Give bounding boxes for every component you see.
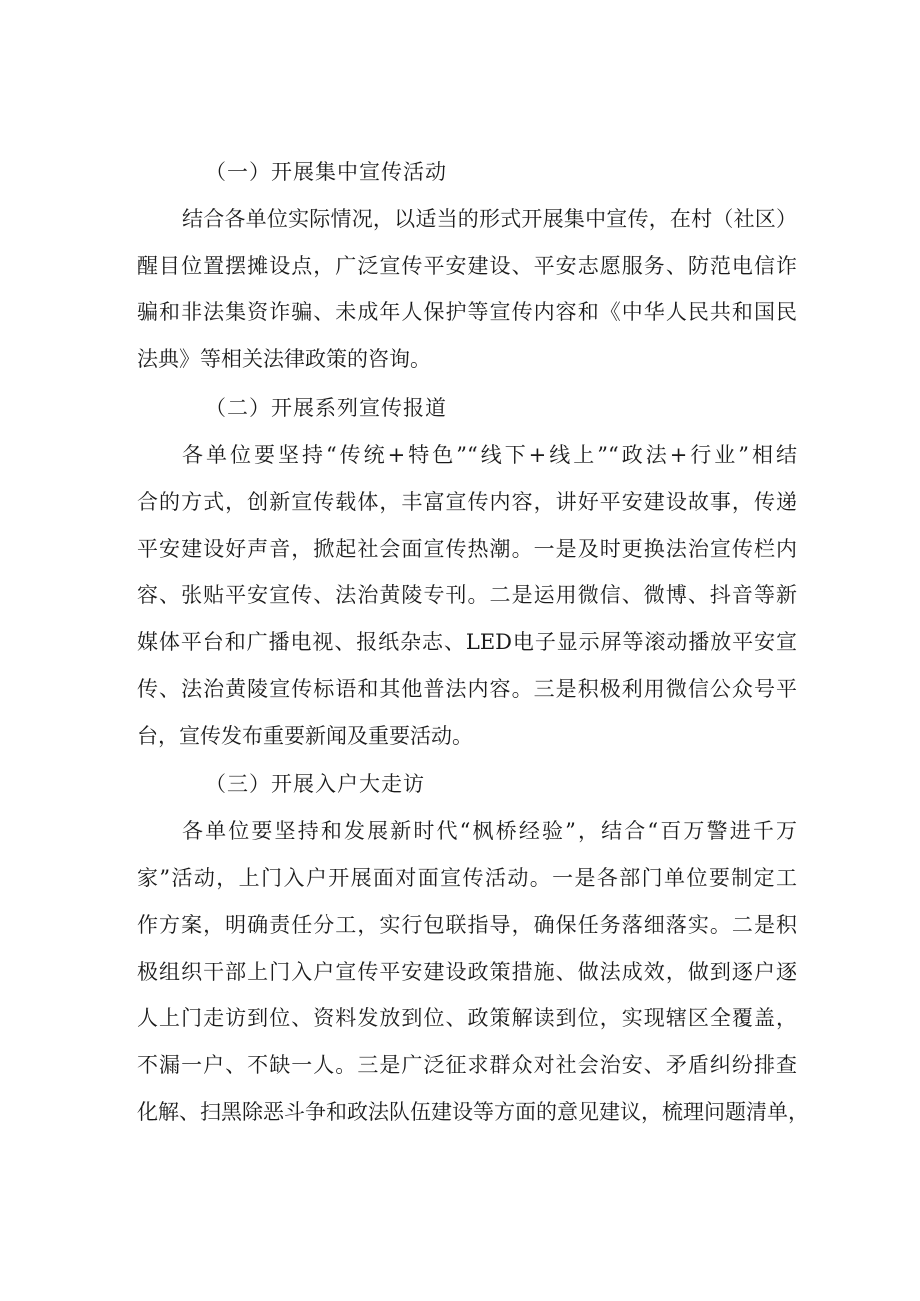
paragraph-line: 媒体平台和广播电视、报纸杂志、LED电子显示屏等滚动播放平安宣 — [137, 630, 797, 654]
paragraph-line: 家”活动，上门入户开展面对面宣传活动。一是各部门单位要制定工 — [137, 866, 797, 890]
section-heading-2: （二）开展系列宣传报道 — [205, 396, 447, 420]
paragraph-line: 醒目位置摆摊设点，广泛宣传平安建设、平安志愿服务、防范电信诈 — [137, 254, 797, 278]
paragraph-line: 人上门走访到位、资料发放到位、政策解读到位，实现辖区全覆盖， — [137, 1006, 797, 1030]
paragraph-line: 结合各单位实际情况，以适当的形式开展集中宣传，在村（社区） — [182, 207, 797, 231]
paragraph-line: 容、张贴平安宣传、法治黄陵专刊。二是运用微信、微博、抖音等新 — [137, 583, 797, 607]
paragraph-line: 传、法治黄陵宣传标语和其他普法内容。三是积极利用微信公众号平 — [137, 677, 797, 701]
paragraph-line: 台，宣传发布重要新闻及重要活动。 — [137, 724, 473, 748]
section-heading-1: （一）开展集中宣传活动 — [205, 160, 447, 184]
paragraph-line: 骗和非法集资诈骗、未成年人保护等宣传内容和《中华人民共和国民 — [137, 300, 797, 324]
paragraph-line: 作方案，明确责任分工，实行包联指导，确保任务落细落实。二是积 — [137, 913, 797, 937]
paragraph-line: 不漏一户、不缺一人。三是广泛征求群众对社会治安、矛盾纠纷排查 — [137, 1053, 797, 1077]
section-heading-3: （三）开展入户大走访 — [205, 772, 425, 796]
paragraph-line: 合的方式，创新宣传载体，丰富宣传内容，讲好平安建设故事，传递 — [137, 490, 797, 514]
paragraph-line: 平安建设好声音，掀起社会面宣传热潮。一是及时更换法治宣传栏内 — [137, 537, 797, 561]
paragraph-line: 法典》等相关法律政策的咨询。 — [137, 347, 431, 371]
paragraph-line: 各单位要坚持“传统+特色”“线下+线上”“政法+行业”相结 — [182, 443, 797, 467]
paragraph-line: 极组织干部上门入户宣传平安建设政策措施、做法成效，做到逐户逐 — [137, 960, 797, 984]
paragraph-line: 各单位要坚持和发展新时代“枫桥经验”，结合“百万警进千万 — [182, 819, 797, 843]
paragraph-line: 化解、扫黑除恶斗争和政法队伍建设等方面的意见建议，梳理问题清单， — [137, 1100, 809, 1124]
